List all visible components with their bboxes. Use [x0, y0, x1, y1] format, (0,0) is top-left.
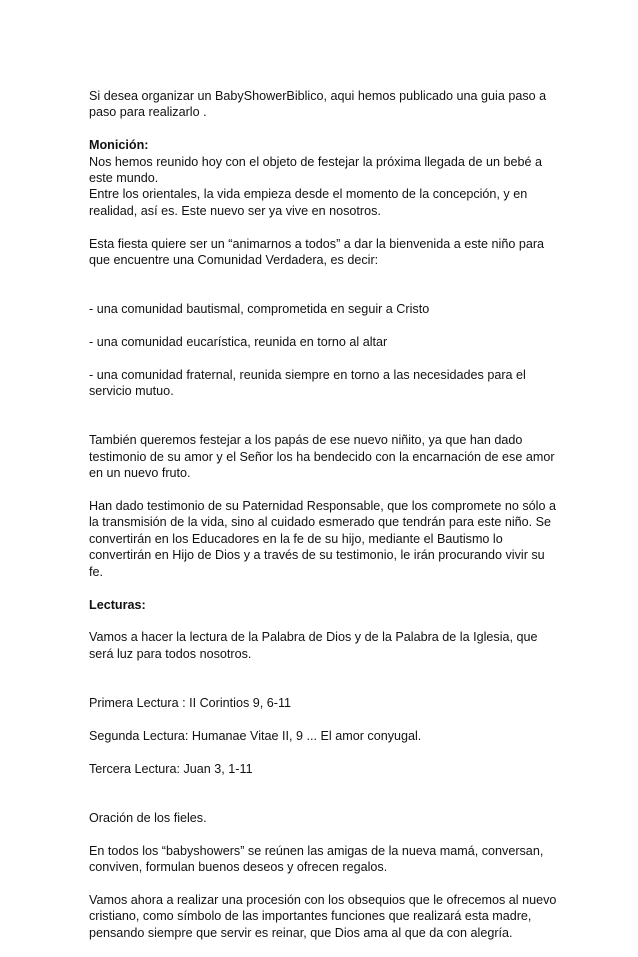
monicion-heading: Monición:: [89, 138, 149, 153]
monicion-paragraph-2: Esta fiesta quiere ser un “animarnos a todos” a dar la bienvenida a este niño para que encuentre una Comunidad Verdadera, es decir:: [89, 236, 545, 268]
document-page: [89, 88, 559, 957]
oracion-line: Oración de los fieles.: [89, 810, 207, 825]
list-item: - una comunidad eucarística, reunida en torno al altar: [89, 335, 388, 350]
procesion-paragraph: Vamos ahora a realizar una procesión con los obsequios que le ofrecemos al nuevo cristiano, como símbolo de las importantes funciones que realizará esta madre, pensando siempre que servir es reinar, que Dios ama al que da con alegría.: [89, 892, 557, 940]
intro-paragraph: Si desea organizar un BabyShowerBiblico, aqui hemos publicado una guia paso a paso para realizarlo .: [89, 89, 547, 120]
babyshowers-paragraph: En todos los “babyshowers” se reúnen las amigas de la nueva mamá, conversan, conviven, formulan buenos deseos y ofrecen regalos.: [89, 843, 544, 874]
list-item: Tercera Lectura: Juan 3, 1-11: [89, 761, 253, 776]
lecturas-paragraph: Vamos a hacer la lectura de la Palabra de Dios y de la Palabra de la Iglesia, que será luz para todos nosotros.: [89, 630, 538, 661]
list-item: Primera Lectura : II Corintios 9, 6-11: [89, 695, 292, 710]
list-item: - una comunidad fraternal, reunida siempre en torno a las necesidades para el servicio mutuo.: [89, 367, 526, 399]
community-list: [89, 285, 559, 416]
monicion-paragraph-4: Han dado testimonio de su Paternidad Responsable, que los compromete no sólo a la transmisión de la vida, sino al cuidado esmerado que tendrán para este niño. Se convertirán en los Educadores en la fe de su hijo, mediante el Bautismo lo convertirán en Hijo de Dios y a través de su testimonio, le irán procurando vivir su fe.: [89, 499, 556, 579]
monicion-paragraph-3: También queremos festejar a los papás de ese nuevo niñito, ya que han dado testimonio de su amor y el Señor los ha bendecido con la encarnación de ese amor en un nuevo fruto.: [89, 433, 555, 481]
lecturas-heading: Lecturas:: [89, 597, 146, 612]
list-item: Segunda Lectura: Humanae Vitae II, 9 ... El amor conyugal.: [89, 728, 422, 743]
list-item: - una comunidad bautismal, comprometida en seguir a Cristo: [89, 302, 430, 317]
readings-list: [89, 679, 559, 794]
monicion-paragraph-1: Nos hemos reunido hoy con el objeto de festejar la próxima llegada de un bebé a este mundo. Entre los orientales, la vida empieza desde el momento de la concepción, y en realidad, así es. Este nuevo ser ya vive en nosotros.: [89, 154, 542, 218]
